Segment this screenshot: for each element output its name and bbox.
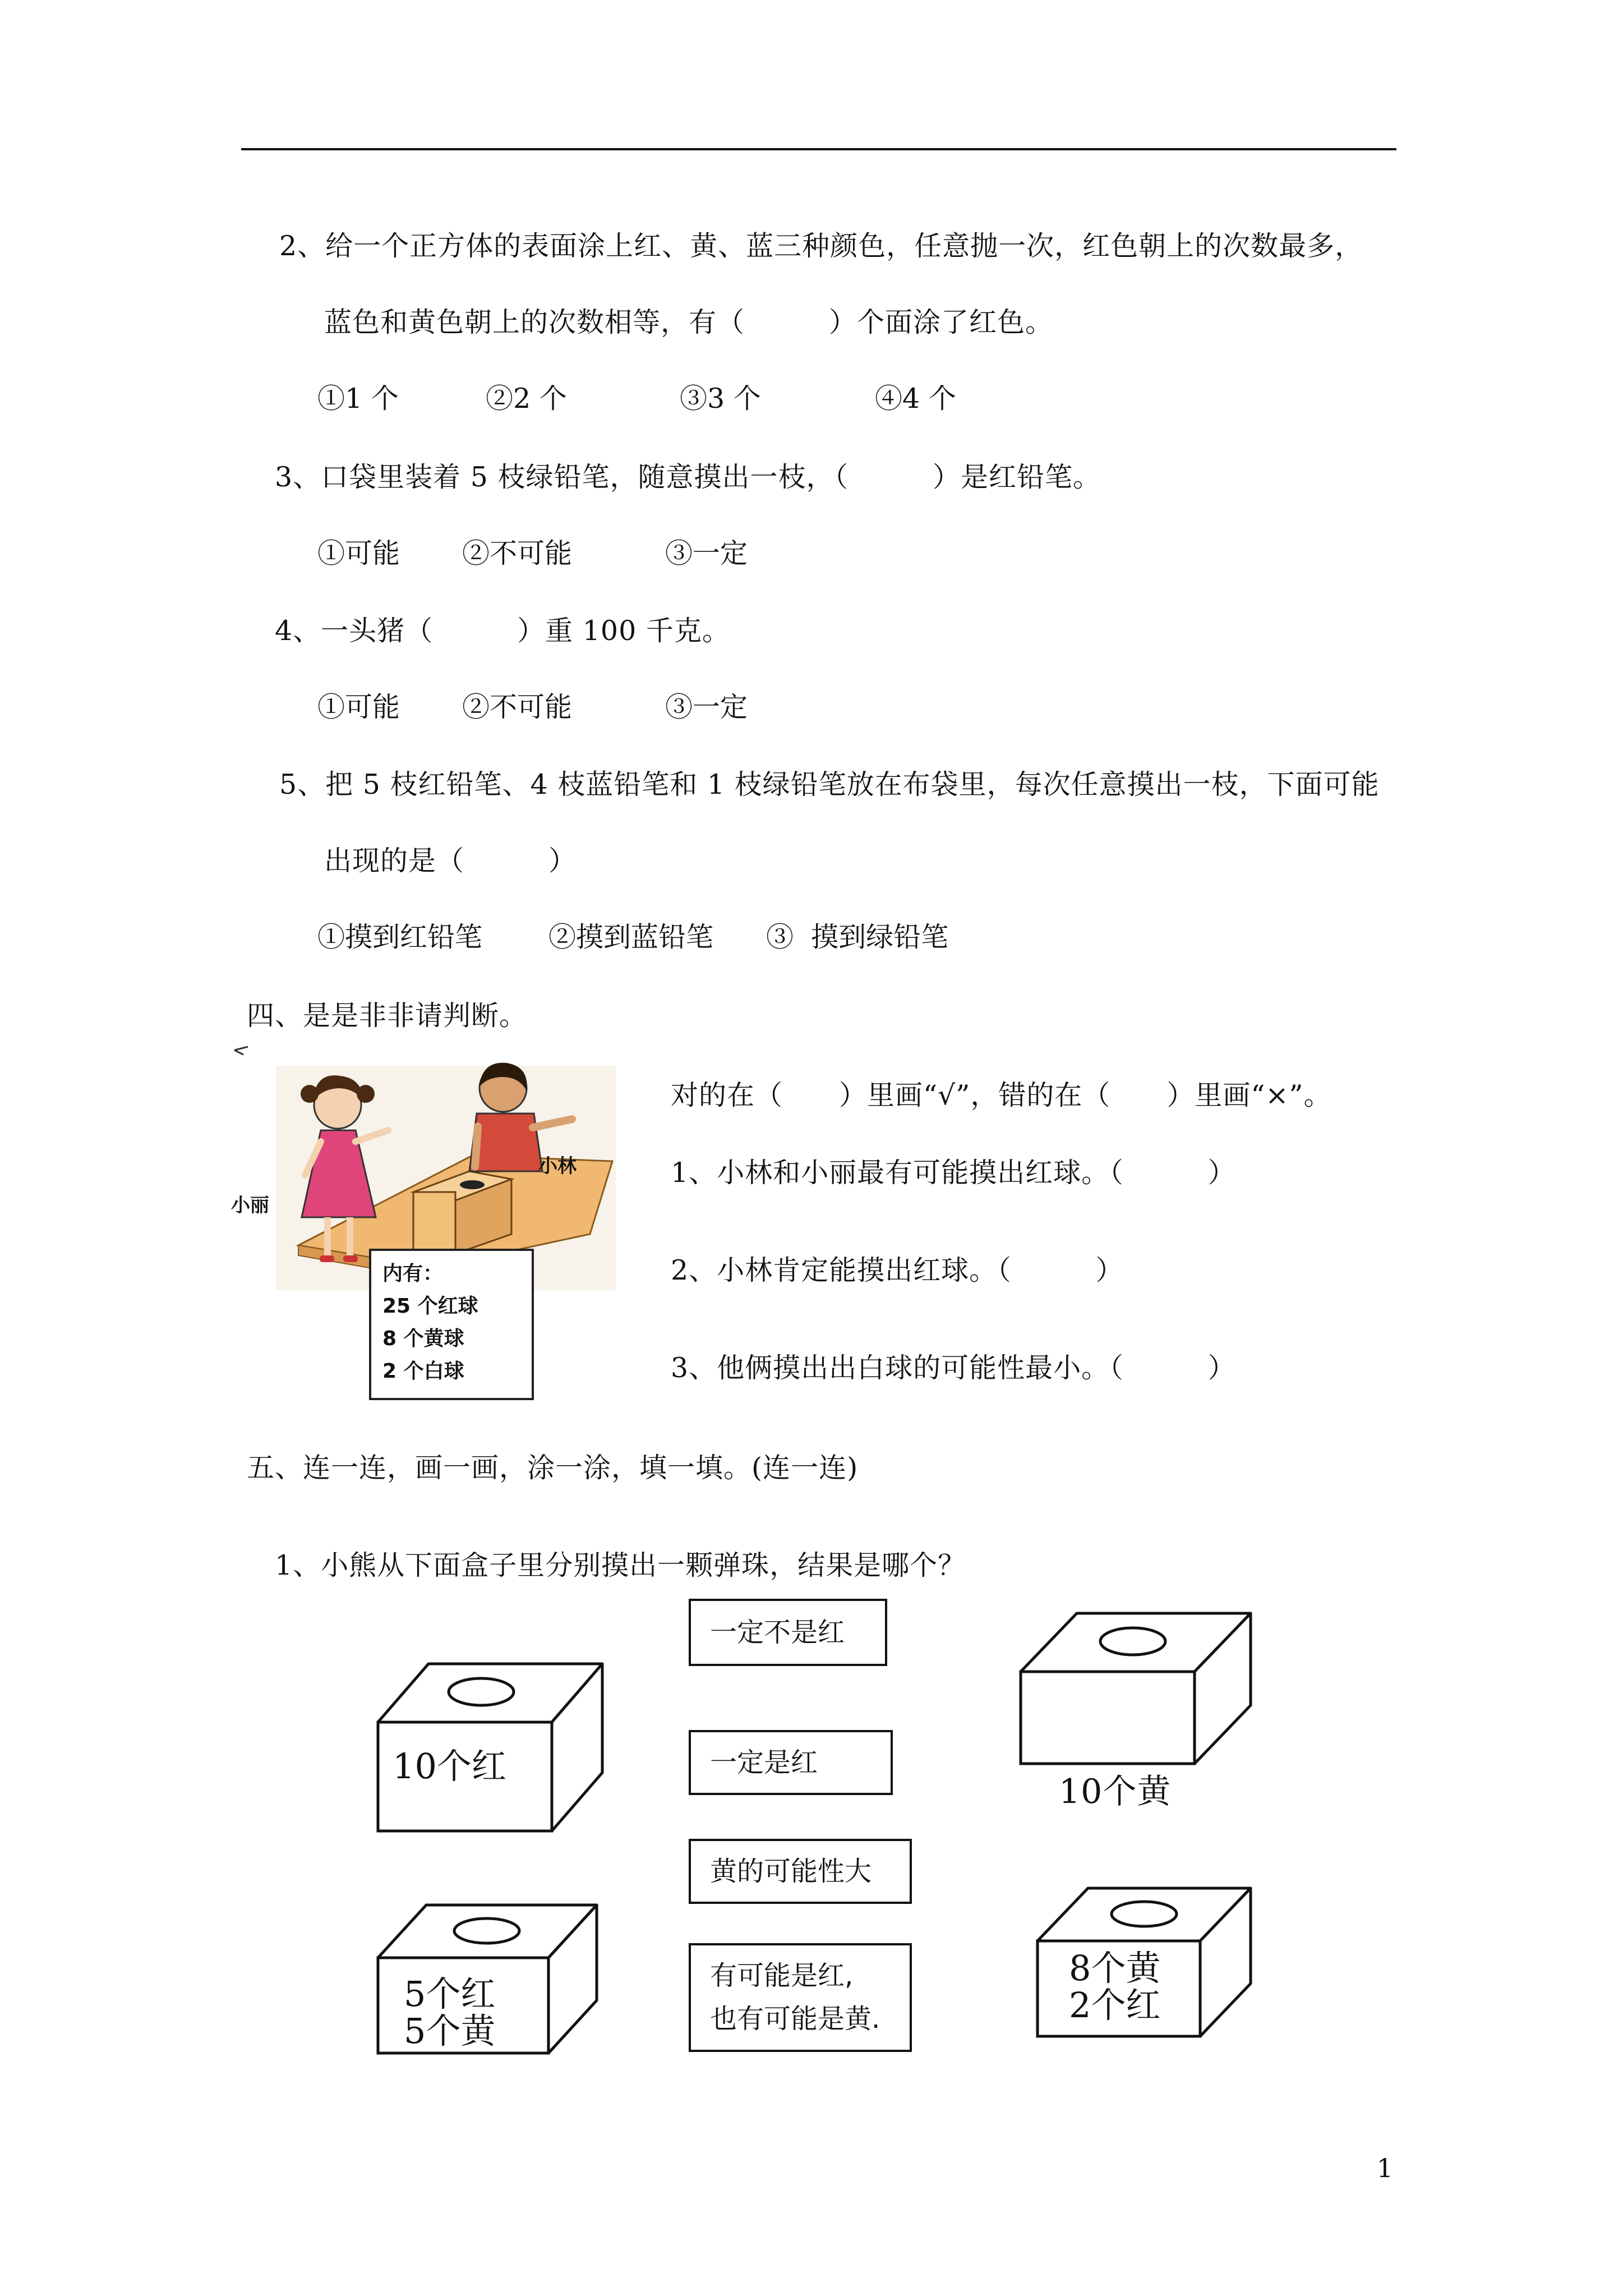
- q4-option-1: ①可能: [317, 691, 400, 723]
- box-b-caption: 10个黄: [1059, 1772, 1172, 1811]
- section5-question-1: 1、小熊从下面盒子里分别摸出一颗弹珠，结果是哪个？: [275, 1549, 966, 1581]
- box-a-label: 10个红: [393, 1746, 506, 1787]
- q5-line1: 5、把 5 枝红铅笔、4 枝蓝铅笔和 1 枝绿铅笔放在布袋里，每次任意摸出一枝，下面可能: [279, 769, 1380, 800]
- q5-line2: 出现的是（ ）: [324, 845, 577, 877]
- card-line-3: 8 个黄球: [382, 1327, 464, 1350]
- q2-line1: 2、给一个正方体的表面涂上红、黄、蓝三种颜色，任意抛一次，红色朝上的次数最多，: [279, 230, 1363, 262]
- label-xiaolin: 小林: [538, 1155, 577, 1177]
- box-b: [1018, 1610, 1254, 1767]
- q4-option-2: ②不可能: [462, 691, 573, 723]
- label-box-maybe-red-maybe-yellow: [689, 1943, 912, 2052]
- section4-heading: 四、是是非非请判断。: [247, 1000, 528, 1032]
- header-rule: [241, 148, 1396, 150]
- q4-option-3: ③一定: [665, 691, 748, 723]
- box-d: [1035, 1885, 1254, 2042]
- q5-option-1: ①摸到红铅笔: [317, 921, 483, 953]
- label-box-4-text-1: 有可能是红,: [710, 1960, 854, 1992]
- section4-item-2: 2、小林肯定能摸出红球。（ ）: [671, 1254, 1124, 1286]
- q5-option-2: ②摸到蓝铅笔: [548, 921, 714, 953]
- box-c-label-2: 5个黄: [404, 2010, 496, 2051]
- card-line-4: 2 个白球: [382, 1360, 464, 1383]
- q4-text: 4、一头猪（ ）重 100 千克。: [275, 615, 730, 647]
- q2-option-1: ①1 个: [317, 383, 399, 415]
- page-number: 1: [1376, 2153, 1393, 2183]
- label-box-definitely-not-red: [689, 1599, 887, 1666]
- label-box-definitely-red: [689, 1730, 893, 1795]
- q3-option-1: ①可能: [317, 537, 400, 569]
- section5-heading: 五、连一连，画一画，涂一涂，填一填。(连一连): [247, 1452, 859, 1484]
- label-box-yellow-more-likely: [689, 1839, 912, 1904]
- label-box-1-text: 一定不是红: [710, 1616, 845, 1648]
- q2-option-4: ④4 个: [875, 383, 956, 415]
- section4-instruction: 对的在（ ）里画“√”，错的在（ ）里画“×”。: [671, 1079, 1332, 1111]
- box-c: [376, 1902, 600, 2059]
- label-box-2-text: 一定是红: [710, 1746, 818, 1778]
- q3-text: 3、口袋里装着 5 枝绿铅笔，随意摸出一枝，（ ）是红铅笔。: [275, 461, 1101, 493]
- label-xiaoli: 小丽: [231, 1194, 269, 1217]
- section4-item-1: 1、小林和小丽最有可能摸出红球。（ ）: [671, 1157, 1236, 1189]
- box-d-label-2: 2个红: [1069, 1985, 1161, 2026]
- label-box-4-text-2: 也有可能是黄.: [710, 2003, 880, 2035]
- q5-option-3: ③ 摸到绿铅笔: [766, 921, 949, 953]
- section4-item-3: 3、他俩摸出出白球的可能性最小。（ ）: [671, 1352, 1236, 1384]
- children-box-illustration: [231, 1032, 624, 1414]
- q3-option-2: ②不可能: [462, 537, 573, 569]
- box-c-label-1: 5个红: [404, 1973, 496, 2014]
- q2-line2: 蓝色和黄色朝上的次数相等，有（ ）个面涂了红色。: [324, 306, 1054, 338]
- q2-option-3: ③3 个: [680, 383, 761, 415]
- q2-option-2: ②2 个: [486, 383, 567, 415]
- card-line-2: 25 个红球: [382, 1295, 478, 1318]
- label-box-3-text: 黄的可能性大: [710, 1855, 872, 1887]
- card-line-1: 内有：: [382, 1262, 444, 1285]
- box-a: [376, 1660, 606, 1840]
- q3-option-3: ③一定: [665, 537, 748, 569]
- box-d-label-1: 8个黄: [1069, 1948, 1161, 1989]
